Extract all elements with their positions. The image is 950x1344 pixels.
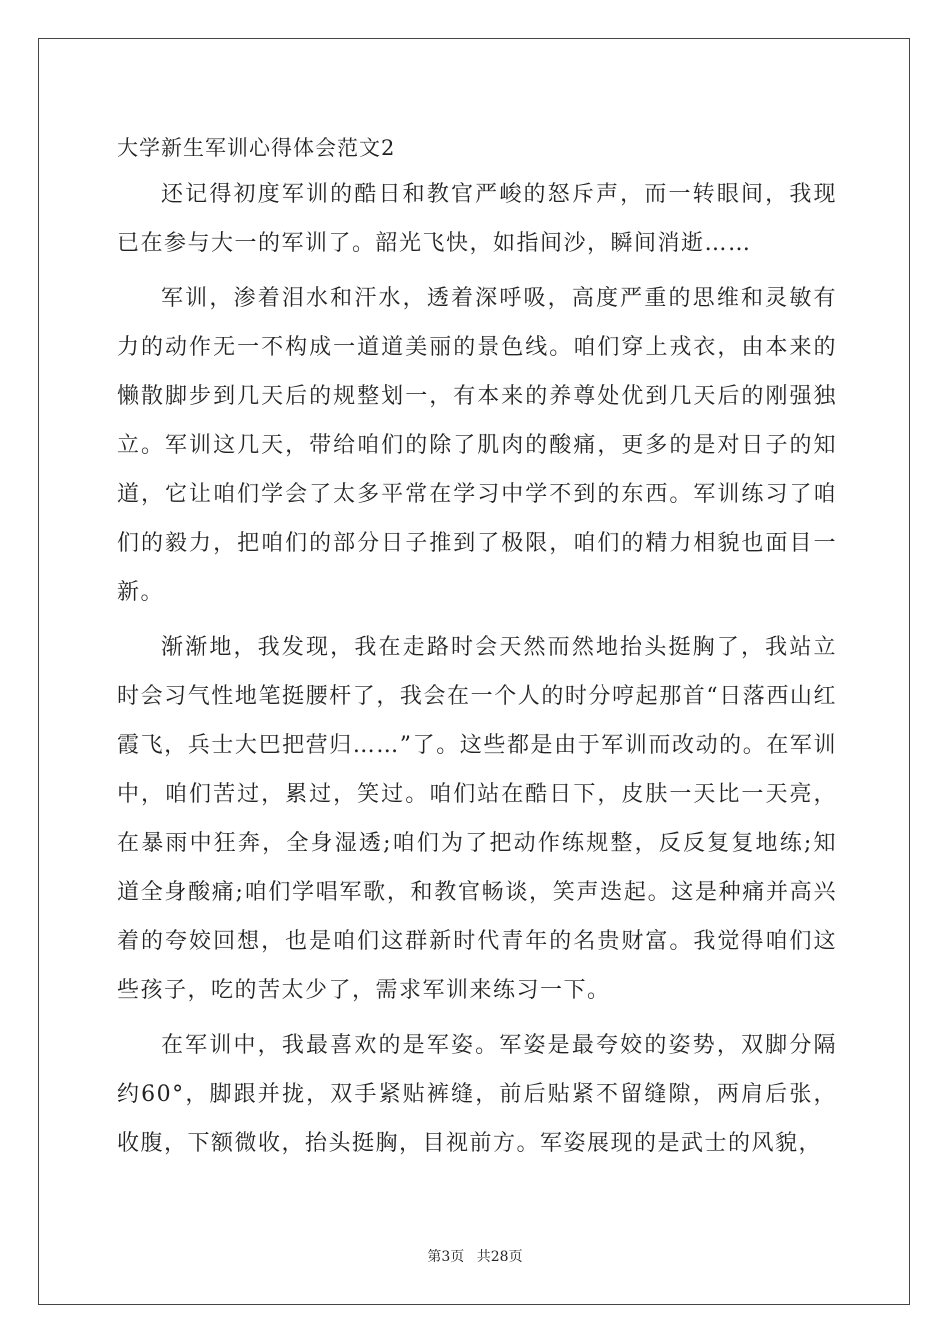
page-total: 共28页 <box>476 1249 523 1265</box>
paragraph-4: 在军训中，我最喜欢的是军姿。军姿是最夸姣的姿势，双脚分隔约60°，脚跟并拢，双手紧贴裤缝，前后贴紧不留缝隙，两肩后张，收腹，下额微收，抬头挺胸，目视前方。军姿展现的是武士的风貌， <box>117 1033 837 1156</box>
paragraph-2: 军训，渗着泪水和汗水，透着深呼吸，高度严重的思维和灵敏有力的动作无一不构成一道道美丽的景色线。咱们穿上戎衣，由本来的懒散脚步到几天后的规整划一，有本来的养尊处优到几天后的刚强独立。军训这几天，带给咱们的除了肌肉的酸痛，更多的是对日子的知道，它让咱们学会了太多平常在学习中学不到的东西。军训练习了咱们的毅力，把咱们的部分日子推到了极限，咱们的精力相貌也面目一新。 <box>117 286 837 605</box>
document-title: 大学新生军训心得体会范文2 <box>117 136 396 160</box>
paragraph-3: 渐渐地，我发现，我在走路时会天然而然地抬头挺胸了，我站立时会习气性地笔挺腰杆了，我会在一个人的时分哼起那首“日落西山红霞飞，兵士大巴把营归……”了。这些都是由于军训而改动的。在军训中，咱们苦过，累过，笑过。咱们站在酷日下，皮肤一天比一天亮，在暴雨中狂奔，全身湿透;咱们为了把动作练规整，反反复复地练;知道全身酸痛;咱们学唱军歌，和教官畅谈，笑声迭起。这是种痛并高兴着的夸姣回想，也是咱们这群新时代青年的名贵财富。我觉得咱们这些孩子，吃的苦太少了，需求军训来练习一下。 <box>117 635 837 1003</box>
paragraph-1: 还记得初度军训的酷日和教官严峻的怒斥声，而一转眼间，我现已在参与大一的军训了。韶光飞快，如指间沙，瞬间消逝…… <box>117 182 837 256</box>
page-footer <box>0 1246 950 1266</box>
page-number: 第3页 <box>427 1249 465 1265</box>
document-body <box>117 126 837 1174</box>
